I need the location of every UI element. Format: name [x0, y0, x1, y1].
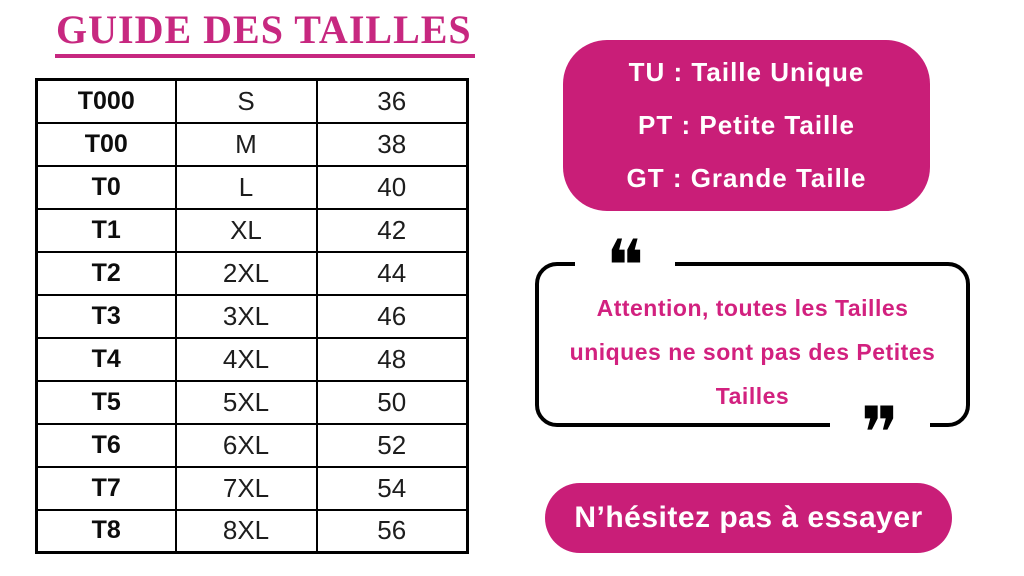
table-row	[37, 166, 468, 209]
legend-line-pt: PT : Petite Taille	[638, 110, 855, 140]
size-letter-cell: S	[176, 80, 317, 123]
size-code-cell: T2	[37, 252, 176, 295]
size-letter-cell: 2XL	[176, 252, 317, 295]
table-row	[37, 252, 468, 295]
table-row	[37, 510, 468, 553]
size-code-cell: T1	[37, 209, 176, 252]
page-title: GUIDE DES TAILLES	[55, 8, 475, 58]
table-row	[37, 424, 468, 467]
note-line: uniques ne sont pas des Petites	[569, 338, 936, 365]
size-number-cell: 46	[317, 295, 468, 338]
size-number-cell: 54	[317, 467, 468, 510]
size-number-cell: 50	[317, 381, 468, 424]
table-row	[37, 467, 468, 510]
table-row	[37, 123, 468, 166]
size-code-cell: T7	[37, 467, 176, 510]
table-row	[37, 381, 468, 424]
size-letter-cell: M	[176, 123, 317, 166]
table-row	[37, 295, 468, 338]
size-code-cell: T000	[37, 80, 176, 123]
size-code-cell: T4	[37, 338, 176, 381]
size-number-cell: 38	[317, 123, 468, 166]
note-box	[535, 224, 970, 475]
legend-box	[563, 40, 930, 211]
table-row	[37, 209, 468, 252]
size-number-cell: 52	[317, 424, 468, 467]
size-code-cell: T00	[37, 123, 176, 166]
size-letter-cell: 5XL	[176, 381, 317, 424]
legend-line-tu: TU : Taille Unique	[628, 57, 865, 87]
size-code-cell: T6	[37, 424, 176, 467]
table-row	[37, 80, 468, 123]
note-line: Attention, toutes les Tailles	[596, 294, 909, 321]
note-line: Tailles	[715, 382, 790, 409]
close-quote-icon: ❞	[830, 405, 930, 461]
table-row	[37, 338, 468, 381]
size-number-cell: 36	[317, 80, 468, 123]
size-letter-cell: 6XL	[176, 424, 317, 467]
size-number-cell: 40	[317, 166, 468, 209]
size-table	[35, 78, 469, 554]
size-letter-cell: XL	[176, 209, 317, 252]
cta-button[interactable]: N’hésitez pas à essayer	[545, 483, 952, 553]
size-letter-cell: 4XL	[176, 338, 317, 381]
size-letter-cell: 3XL	[176, 295, 317, 338]
size-code-cell: T3	[37, 295, 176, 338]
size-number-cell: 42	[317, 209, 468, 252]
legend-line-gt: GT : Grande Taille	[626, 163, 867, 193]
size-code-cell: T0	[37, 166, 176, 209]
size-letter-cell: L	[176, 166, 317, 209]
size-letter-cell: 8XL	[176, 510, 317, 553]
size-code-cell: T8	[37, 510, 176, 553]
size-letter-cell: 7XL	[176, 467, 317, 510]
size-code-cell: T5	[37, 381, 176, 424]
size-number-cell: 48	[317, 338, 468, 381]
size-number-cell: 44	[317, 252, 468, 295]
size-number-cell: 56	[317, 510, 468, 553]
open-quote-icon: ❝	[575, 238, 675, 294]
